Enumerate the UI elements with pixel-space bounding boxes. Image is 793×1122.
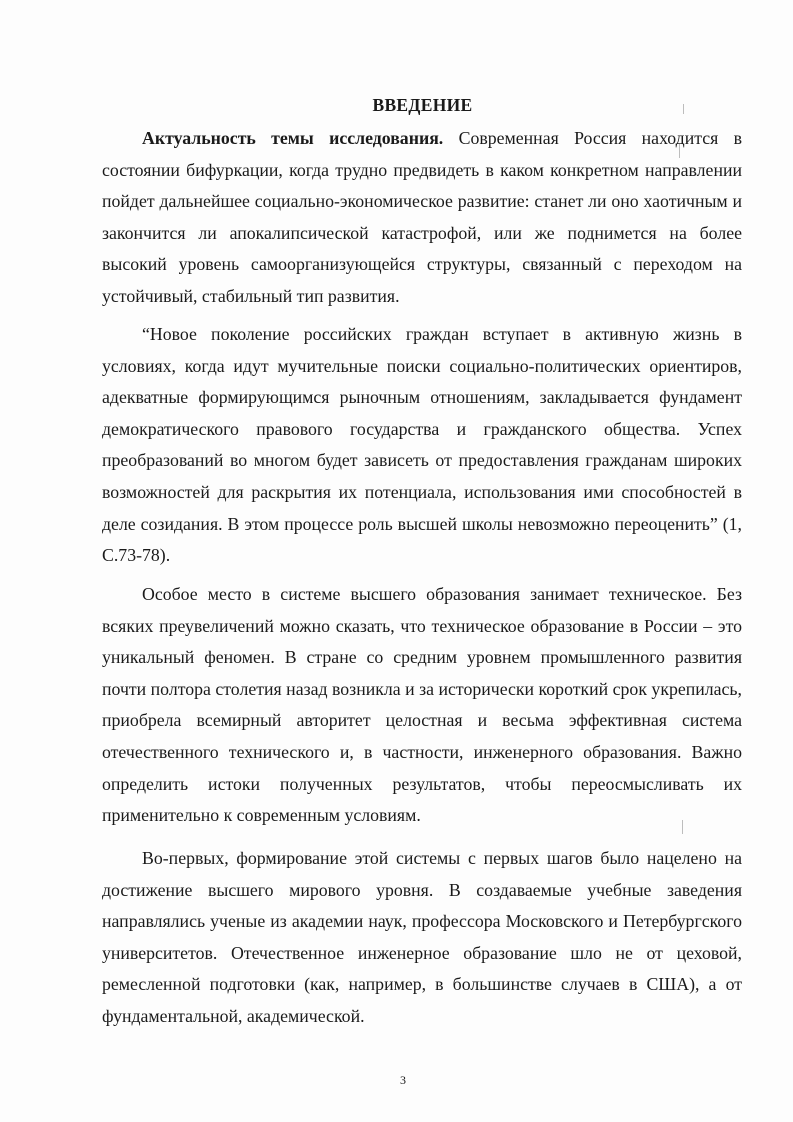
paragraph-text: Современная Россия находится в состоянии бифуркации, когда трудно предвидеть в каком конкретном направлении пойдет дальнейшее социально-экономическое развитие: станет ли оно хаотичным и закончится ли апокалипсической катастрофой, или же поднимется на более высокий уровень самоорганизующейся структуры, связанный с переходом на устойчивый, стабильный тип развития. bbox=[102, 128, 743, 306]
paragraph-lead: Актуальность темы исследования. bbox=[142, 128, 444, 148]
paragraph-first-point bbox=[102, 843, 742, 1033]
section-heading: ВВЕДЕНИЕ bbox=[372, 95, 473, 115]
paragraph-technical-education bbox=[102, 579, 742, 832]
paragraph-text: Во-первых, формирование этой системы с первых шагов было нацелено на достижение высшего мирового уровня. В создаваемые учебные заведения направлялись ученые из академии наук, профессора Московского и Петербургского университетов. Отечественное инженерное образование шло не от цеховой, ремесленной подготовки (как, например, в большинстве случаев в США), а от фундаментальной, академической. bbox=[102, 848, 742, 1026]
paragraph-relevance bbox=[102, 123, 742, 313]
paragraph-text: Особое место в системе высшего образования занимает техническое. Без всяких преувеличений можно сказать, что техническое образование в России – это уникальный феномен. В стране со средним уровнем промышленного развития почти полтора столетия назад возникла и за исторически короткий срок укрепилась, приобрела всемирный авторитет целостная и весьма эффективная система отечественного технического и, в частности, инженерного образования. Важно определить истоки полученных результатов, чтобы переосмысливать их применительно к современным условиям. bbox=[102, 584, 742, 826]
page-number: 3 bbox=[400, 1073, 406, 1087]
paragraph-quote bbox=[102, 319, 742, 572]
paragraph-text: “Новое поколение российских граждан вступает в активную жизнь в условиях, когда идут мучительные поиски социально-политических ориентиров, адекватные формирующимся рыночным отношениям, закладывается фундамент демократического правового государства и гражданского общества. Успех преобразований во многом будет зависеть от предоставления гражданам широких возможностей для раскрытия их потенциала, использования ими способностей в деле созидания. В этом процессе роль высшей школы невозможно переоценить” (1, С.73-78). bbox=[102, 324, 742, 566]
